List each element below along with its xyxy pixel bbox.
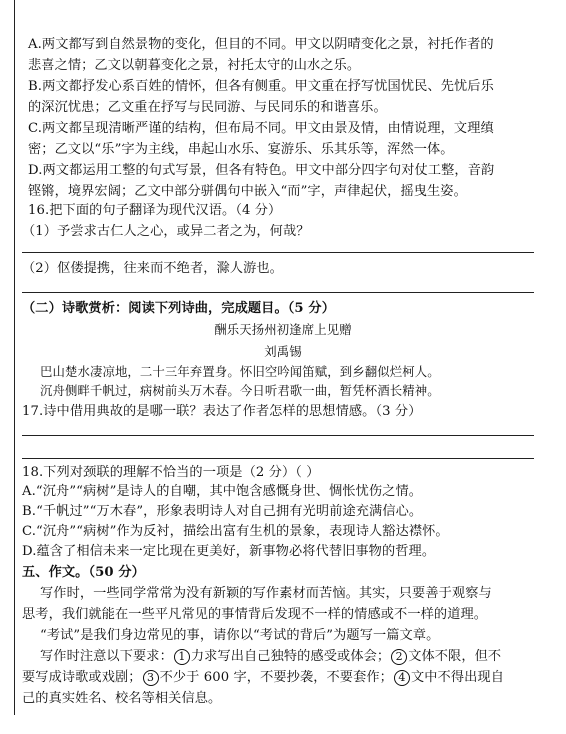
requirement-3: 不少于 600 字，不要抄袭，不要套作； [159,670,393,685]
requirement-2-part1: 文体不限，但不 [408,649,502,664]
requirement-1: 力求写出自己独特的感受或体会； [190,649,391,664]
q15-option-d-line1: D.两文都运用工整的句式写景，但各有特色。甲文中部分四字句对仗工整，音韵 [28,163,495,178]
q18-question: 18.下列对颈联的理解不恰当的一项是（2 分）（ ） [22,465,320,480]
q15-option-c-line2: 密；乙文以“乐”字为主线，串起山水乐、宴游乐、乐其乐等，浑然一体。 [28,142,454,157]
section-5-header: 五、作文。（50 分） [22,565,145,580]
poem-line-1: 巴山楚水凄凉地，二十三年弃置身。怀旧空吟闻笛赋，到乡翻似烂柯人。 [40,364,440,379]
q15-option-d-line2: 铿锵，境界宏阔；乙文中部分骈偶句中嵌入“而”字，声律起伏，摇曳生姿。 [28,184,467,199]
answer-line[interactable] [22,252,534,253]
q15-option-c-line1: C.两文都呈现清晰严谨的结构，但布局不同。甲文由景及情，由情说理，文理缜 [28,121,494,136]
essay-para-1-line1: 写作时，一些同学常常为没有新颖的写作素材而苦恼。其实，只要善于观察与 [40,586,492,601]
circled-number-1: 1 [174,649,190,665]
essay-requirements-line2 [22,668,534,687]
q18-option-a: A.“沉舟”“病树”是诗人的自嘲，其中饱含感慨身世、惆怅忧伤之情。 [22,484,423,499]
answer-line[interactable] [22,292,534,293]
q16-sentence-2: （2）伛偻提携，往来而不绝者，滁人游也。 [22,261,283,276]
q17-question: 17.诗中借用典故的是哪一联？表达了作者怎样的思想情感。（3 分） [22,404,422,419]
requirement-4-part1: 文中不得出现自 [410,670,504,685]
q16-title: 16.把下面的句子翻译为现代汉语。（4 分） [28,203,282,218]
section-2-header: （二）诗歌赏析：阅读下列诗曲，完成题目。（5 分） [22,301,335,316]
poem-author: 刘禹锡 [264,344,302,359]
essay-para-1-line2: 思考，我们就能在一些平凡常见的事情背后发现不一样的情感或不一样的道理。 [22,607,488,622]
q15-option-b-line1: B.两文都抒发心系百姓的情怀，但各有侧重。甲文重在抒写忧国忧民、先忧后乐 [28,79,494,94]
q18-option-d: D.蕴含了相信未来一定比现在更美好，新事物必将代替旧事物的哲理。 [22,544,436,559]
q18-option-b: B.“千帆过”“万木春”，形象表明诗人对自己拥有光明前途充满信心。 [22,504,423,519]
q15-option-a-line2: 悲喜之情；乙文以朝暮变化之景，衬托太守的山水之乐。 [28,58,361,73]
circled-number-2: 2 [391,649,407,665]
answer-line[interactable] [22,435,534,436]
q16-sentence-1: （1）予尝求古仁人之心，或异二者之为，何哉？ [22,224,310,239]
answer-line[interactable] [22,458,534,459]
q15-option-a-line1: A.两文都写到自然景物的变化，但目的不同。甲文以阴晴变化之景，衬托作者的 [28,37,494,52]
requirement-2-part2: 要写成诗歌或戏剧； [22,670,142,685]
circled-number-4: 4 [394,670,410,686]
essay-requirements-line1 [40,647,534,666]
essay-requirements-line3: 己的真实姓名、校名等相关信息。 [22,691,222,706]
q18-option-c: C.“沉舟”“病树”作为反衬，描绘出富有生机的景象，表现诗人豁达襟怀。 [22,524,449,539]
essay-prompt: “考试”是我们身边常见的事，请你以“考试的背后”为题写一篇文章。 [40,628,440,643]
poem-title: 酬乐天扬州初逢席上见赠 [214,322,352,337]
poem-line-2: 沉舟侧畔千帆过，病树前头万木春。今日听君歌一曲，暂凭杯酒长精神。 [40,383,440,398]
q15-option-b-line2: 的深沉忧患；乙文重在抒写与民同游、与民同乐的和谐喜乐。 [28,100,387,115]
circled-number-3: 3 [143,670,159,686]
requirements-lead: 写作时注意以下要求： [40,649,173,664]
